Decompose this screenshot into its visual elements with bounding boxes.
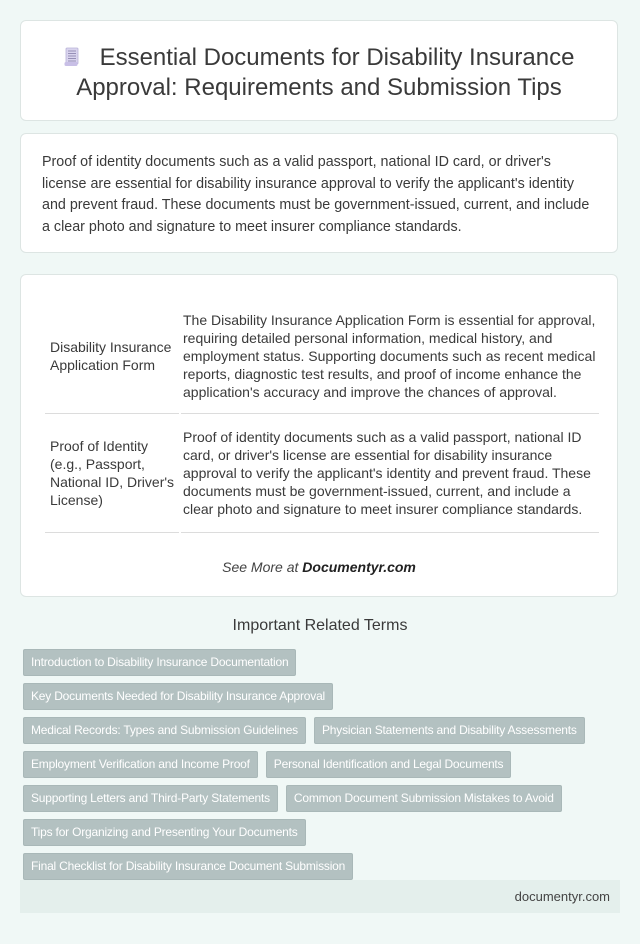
related-terms-list: [23, 649, 613, 880]
table-cell-term: Proof of Identity (e.g., Passport, National ID, Driver's License): [45, 414, 179, 533]
related-terms-heading: Important Related Terms: [232, 617, 408, 634]
see-more-prefix: See More at: [222, 559, 303, 575]
see-more-link[interactable]: [21, 559, 617, 575]
page-title-text: Essential Documents for Disability Insurance Approval: Requirements and Submission Tips: [76, 44, 575, 101]
footer-site-link[interactable]: documentyr.com: [514, 889, 610, 904]
footer: [20, 880, 620, 913]
table-row: [45, 299, 599, 414]
title-card: [20, 20, 618, 121]
related-term-tag[interactable]: Supporting Letters and Third-Party Statements: [23, 785, 278, 812]
related-term-tag[interactable]: Introduction to Disability Insurance Documentation: [23, 649, 296, 676]
related-term-tag[interactable]: Physician Statements and Disability Assessments: [314, 717, 585, 744]
table-cell-description: Proof of identity documents such as a valid passport, national ID card, or driver's license are essential for disability insurance approval to verify the applicant's identity and prevent fraud. These documents must be government-issued, current, and include a clear photo and signature to meet insurer compliance standards.: [181, 414, 599, 533]
table-row: [45, 414, 599, 533]
related-term-tag[interactable]: Medical Records: Types and Submission Guidelines: [23, 717, 306, 744]
related-term-tag[interactable]: Final Checklist for Disability Insurance Document Submission: [23, 853, 353, 880]
table-cell-description: The Disability Insurance Application Form is essential for approval, requiring detailed personal information, medical history, and employment status. Supporting documents such as recent medical reports, diagnostic test results, and proof of income enhance the application's accuracy and improve the chances of approval.: [181, 299, 599, 414]
related-term-tag[interactable]: Key Documents Needed for Disability Insurance Approval: [23, 683, 333, 710]
document-icon: [64, 47, 80, 67]
documents-table-card: [20, 274, 618, 597]
related-term-tag[interactable]: Tips for Organizing and Presenting Your Documents: [23, 819, 306, 846]
related-term-tag[interactable]: Employment Verification and Income Proof: [23, 751, 258, 778]
related-term-tag[interactable]: Common Document Submission Mistakes to Avoid: [286, 785, 562, 812]
documents-table: [43, 299, 601, 533]
intro-card: [20, 133, 618, 253]
page-title: [21, 21, 617, 103]
intro-text: Proof of identity documents such as a valid passport, national ID card, or driver's license are essential for disability insurance approval to verify the applicant's identity and prevent fraud. These documents must be government-issued, current, and include a clear photo and signature to meet insurer compliance standards.: [42, 154, 590, 235]
table-cell-term: Disability Insurance Application Form: [45, 299, 179, 414]
related-term-tag[interactable]: Personal Identification and Legal Documents: [266, 751, 512, 778]
see-more-site[interactable]: Documentyr.com: [302, 559, 416, 575]
